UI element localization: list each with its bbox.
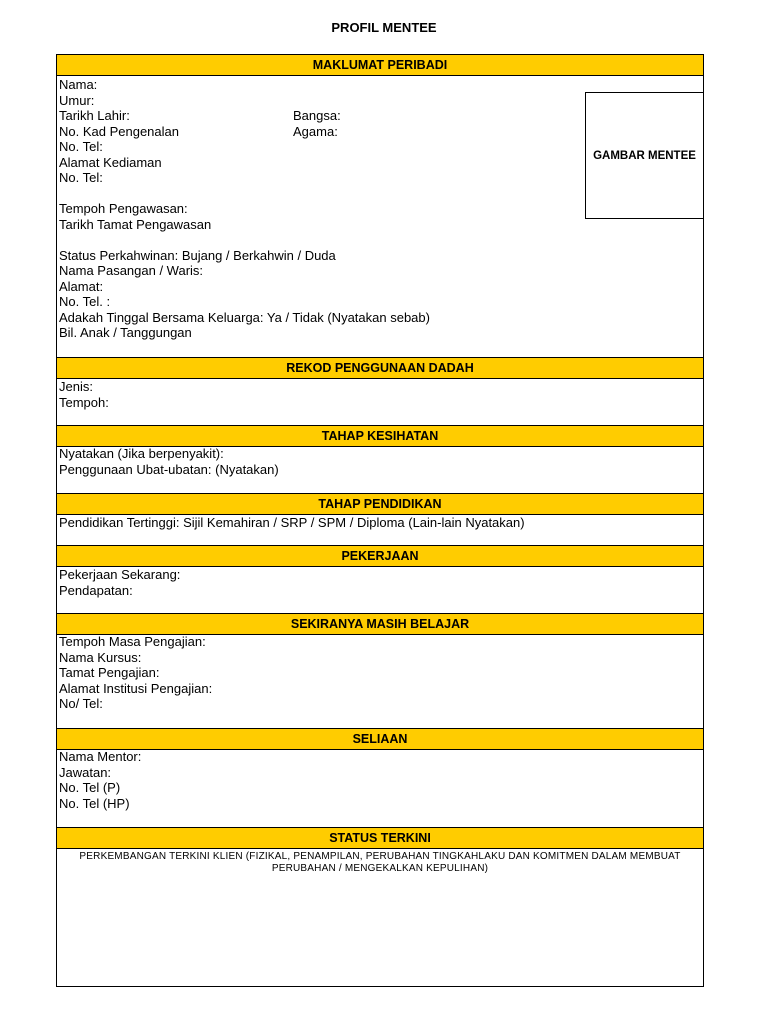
section-header-personal: MAKLUMAT PERIBADI	[57, 55, 703, 76]
field-agama[interactable]: Agama:	[293, 123, 338, 139]
field-nama-kursus[interactable]: Nama Kursus:	[59, 649, 142, 665]
field-nama[interactable]: Nama:	[59, 77, 98, 92]
field-no-tel-2[interactable]: No. Tel:	[59, 170, 103, 185]
field-kad-pengenalan[interactable]: No. Kad Pengenalan	[59, 123, 179, 139]
field-jawatan[interactable]: Jawatan:	[59, 764, 112, 780]
mentee-profile-form	[56, 54, 704, 987]
section-header-supervision: SELIAAN	[57, 728, 703, 750]
field-umur[interactable]: Umur:	[59, 92, 95, 108]
field-tempoh-dadah[interactable]: Tempoh:	[59, 394, 109, 410]
field-no-tel-3[interactable]: No. Tel. :	[59, 294, 111, 309]
field-no-tel-institusi[interactable]: No/ Tel:	[59, 696, 103, 711]
field-tinggal-keluarga[interactable]: Adakah Tinggal Bersama Keluarga: Ya / Tidak (Nyatakan sebab)	[59, 309, 430, 325]
field-tempoh-pengawasan[interactable]: Tempoh Pengawasan:	[59, 201, 188, 216]
status-note-line-1: PERKEMBANGAN TERKINI KLIEN (FIZIKAL, PENAMPILAN, PERUBAHAN TINGKAHLAKU DAN KOMITMEN DALAM MEMBUAT	[79, 851, 681, 862]
section-header-drug-record: REKOD PENGGUNAAN DADAH	[57, 357, 703, 379]
field-pendidikan-tertinggi[interactable]: Pendidikan Tertinggi: Sijil Kemahiran / SRP / SPM / Diploma (Lain-lain Nyatakan)	[59, 515, 525, 530]
photo-box[interactable]	[585, 92, 704, 219]
field-alamat[interactable]: Alamat:	[59, 278, 104, 294]
status-writing-area[interactable]	[57, 877, 703, 985]
field-bangsa[interactable]: Bangsa:	[293, 108, 341, 123]
field-nama-mentor[interactable]: Nama Mentor:	[59, 749, 142, 764]
field-alamat-kediaman[interactable]: Alamat Kediaman	[59, 154, 162, 170]
field-tamat-pengajian[interactable]: Tamat Pengajian:	[59, 665, 160, 680]
field-ubat[interactable]: Penggunaan Ubat-ubatan: (Nyatakan)	[59, 461, 279, 477]
field-nyatakan-penyakit[interactable]: Nyatakan (Jika berpenyakit):	[59, 446, 224, 461]
field-pendapatan[interactable]: Pendapatan:	[59, 582, 133, 598]
section-header-employment: PEKERJAAN	[57, 545, 703, 567]
status-note-line-2: PERUBAHAN / MENGEKALKAN KEPULIHAN)	[271, 863, 489, 874]
field-pekerjaan-sekarang[interactable]: Pekerjaan Sekarang:	[59, 567, 181, 582]
field-no-tel-p[interactable]: No. Tel (P)	[59, 780, 121, 795]
field-nama-pasangan[interactable]: Nama Pasangan / Waris:	[59, 263, 204, 278]
field-tempoh-pengajian[interactable]: Tempoh Masa Pengajian:	[59, 634, 206, 649]
field-no-tel-1[interactable]: No. Tel:	[59, 139, 103, 154]
section-header-still-studying: SEKIRANYA MASIH BELAJAR	[57, 613, 703, 635]
field-status-perkahwinan[interactable]: Status Perkahwinan: Bujang / Berkahwin / Duda	[59, 247, 336, 263]
field-bil-anak[interactable]: Bil. Anak / Tanggungan	[59, 325, 192, 340]
photo-label: GAMBAR MENTEE	[593, 149, 696, 162]
section-header-health: TAHAP KESIHATAN	[57, 425, 703, 447]
section-header-education: TAHAP PENDIDIKAN	[57, 493, 703, 515]
field-no-tel-hp[interactable]: No. Tel (HP)	[59, 795, 130, 811]
field-alamat-institusi[interactable]: Alamat Institusi Pengajian:	[59, 680, 213, 696]
page-title: PROFIL MENTEE	[331, 20, 437, 35]
section-header-current-status: STATUS TERKINI	[57, 827, 703, 849]
field-jenis[interactable]: Jenis:	[59, 379, 93, 394]
field-tarikh-lahir[interactable]: Tarikh Lahir:	[59, 108, 130, 123]
field-tarikh-tamat[interactable]: Tarikh Tamat Pengawasan	[59, 216, 212, 232]
